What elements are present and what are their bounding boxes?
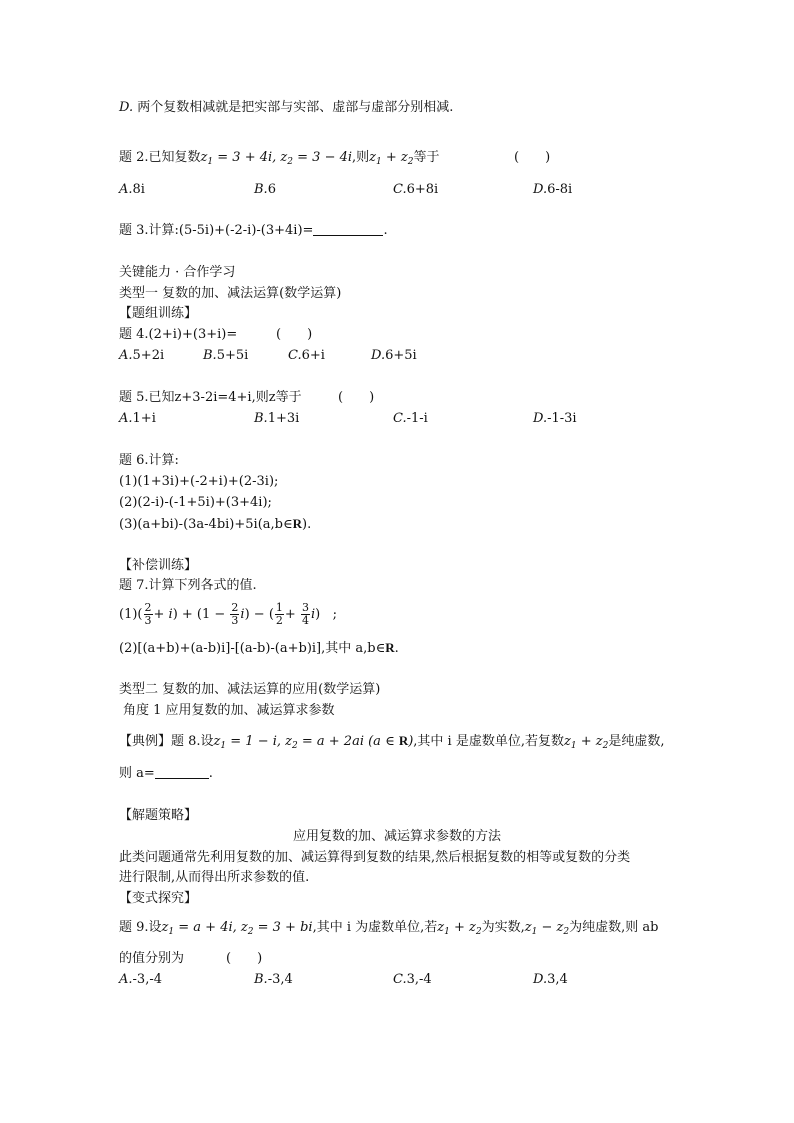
strategy-body-line-2: 进行限制,从而得出所求参数的值. [119, 870, 310, 885]
formula-sum: $z_1 + z_2$ [437, 920, 482, 937]
option-letter: D. [119, 100, 134, 115]
answer-blank[interactable] [313, 223, 383, 236]
question-2: 题 2.已知复数$z_1 = 3 + 4i$, $z_2 = 3 - 4i$,则$z_1 + z_2$等于 [119, 150, 440, 167]
real-set-symbol: R [292, 516, 302, 531]
formula-z1-z2: $z_1 = a + 4i$, $z_2 = 3$ + bi [161, 920, 313, 937]
option-d[interactable]: D.6+5i [371, 348, 417, 363]
option-b[interactable]: B.6 [254, 182, 276, 197]
question-7-title: 题 7.计算下列各式的值. [119, 578, 257, 593]
question-8-line-2: 则 a= . [119, 766, 213, 781]
question-4: 题 4.(2+i)+(3+i)= [119, 327, 238, 342]
option-a[interactable]: A.1+i [119, 411, 156, 426]
question-6-title: 题 6.计算: [119, 453, 179, 468]
type-two-title: 类型二 复数的加、减法运算的应用(数学运算) [119, 682, 381, 697]
formula-z1-z2: $z_1 = 3 + 4i$, $z_2 = 3 - 4i$ [200, 150, 353, 167]
formula-difference: $z_1 - z_2$ [524, 920, 570, 937]
group-training-title: 【题组训练】 [119, 306, 198, 321]
answer-paren[interactable]: ( ) [226, 951, 263, 966]
fraction-2-3: $\frac{2}{3}$ [231, 601, 239, 627]
option-d[interactable]: D.3,4 [533, 972, 568, 987]
option-text: 两个复数相减就是把实部与实部、虚部与虚部分别相减. [137, 100, 454, 115]
type-one-title: 类型一 复数的加、减法运算(数学运算) [119, 286, 342, 301]
question-6-item-3: (3)(a+bi)-(3a-4bi)+5i(a,b∈R). [119, 516, 312, 532]
option-c[interactable]: C.-1-i [393, 411, 428, 426]
question-9-line-2: 的值分别为 [119, 951, 185, 966]
option-b[interactable]: B.-3,4 [254, 972, 293, 987]
formula-sum: $z_1 + z_2$ [369, 150, 414, 167]
strategy-heading: 应用复数的加、减运算求参数的方法 [292, 829, 501, 844]
question-6-item-2: (2)(2-i)-(-1+5i)+(3+4i); [119, 495, 272, 510]
option-c[interactable]: C.6+8i [393, 182, 439, 197]
question-7-item-2: (2)[(a+b)+(a-b)i]-[(a-b)-(a+b)i],其中 a,b∈R. [119, 640, 399, 656]
fraction-1-2: $\frac{1}{2}$ [275, 601, 283, 627]
option-d[interactable]: D.6-8i [533, 182, 573, 197]
option-b[interactable]: B.5+5i [203, 348, 249, 363]
strategy-body-line-1: 此类问题通常先利用复数的加、减运算得到复数的结果,然后根据复数的相等或复数的分类 [119, 850, 631, 865]
option-d-statement [119, 100, 453, 116]
section-key-ability: 关键能力 · 合作学习 [119, 265, 236, 280]
variation-title: 【变式探究】 [119, 891, 198, 906]
question-7-item-1: (1)( $\frac{2}{3}$ + i) + (1 − $\frac{2}{3}$ i) − ( $\frac{1}{2}$ + $\frac{3}{4}$ i) ; [119, 601, 337, 627]
option-c[interactable]: C.3,-4 [393, 972, 432, 987]
option-c[interactable]: C.6+i [288, 348, 325, 363]
question-3: 题 3.计算:(5-5i)+(-2-i)-(3+4i)= . [119, 223, 388, 238]
option-a[interactable]: A.5+2i [119, 348, 165, 363]
answer-paren[interactable]: ( ) [338, 390, 375, 405]
compensation-title: 【补偿训练】 [119, 558, 198, 573]
option-b[interactable]: B.1+3i [254, 411, 300, 426]
real-set-symbol: R [385, 640, 395, 655]
question-9: 题 9.设$z_1 = a + 4i$, $z_2 = 3$ + bi,其中 i 为虚数单位,若$z_1 + z_2$为实数$,z_1 - z_2$为纯虚数,则 ab [119, 920, 659, 937]
answer-paren[interactable]: ( ) [276, 327, 313, 342]
option-d[interactable]: D.-1-3i [533, 411, 577, 426]
question-6-item-1: (1)(1+3i)+(-2+i)+(2-3i); [119, 474, 279, 489]
formula-sum: $z_1 + z_2$ [563, 734, 609, 751]
fraction-3-4: $\frac{3}{4}$ [301, 601, 309, 627]
angle-one-title: 角度 1 应用复数的加、减运算求参数 [123, 703, 335, 718]
option-a[interactable]: A.-3,-4 [119, 972, 162, 987]
strategy-title: 【解题策略】 [119, 808, 198, 823]
option-a[interactable]: A.8i [119, 182, 145, 197]
question-8: 【典例】题 8.设$z_1 = 1 - i$, $z_2 = a + 2ai$ (a ∈ R),其中 i 是虚数单位,若复数$z_1 + z_2$是纯虚数, [119, 733, 665, 751]
answer-paren[interactable]: ( ) [514, 150, 551, 165]
question-5: 题 5.已知z+3-2i=4+i,则z等于 [119, 390, 302, 405]
formula-z1-z2: $z_1 = 1 - i$, $z_2 = a + 2ai$ (a ∈ R) [213, 733, 414, 751]
fraction-2-3: $\frac{2}{3}$ [144, 601, 152, 627]
answer-blank[interactable] [155, 766, 209, 779]
